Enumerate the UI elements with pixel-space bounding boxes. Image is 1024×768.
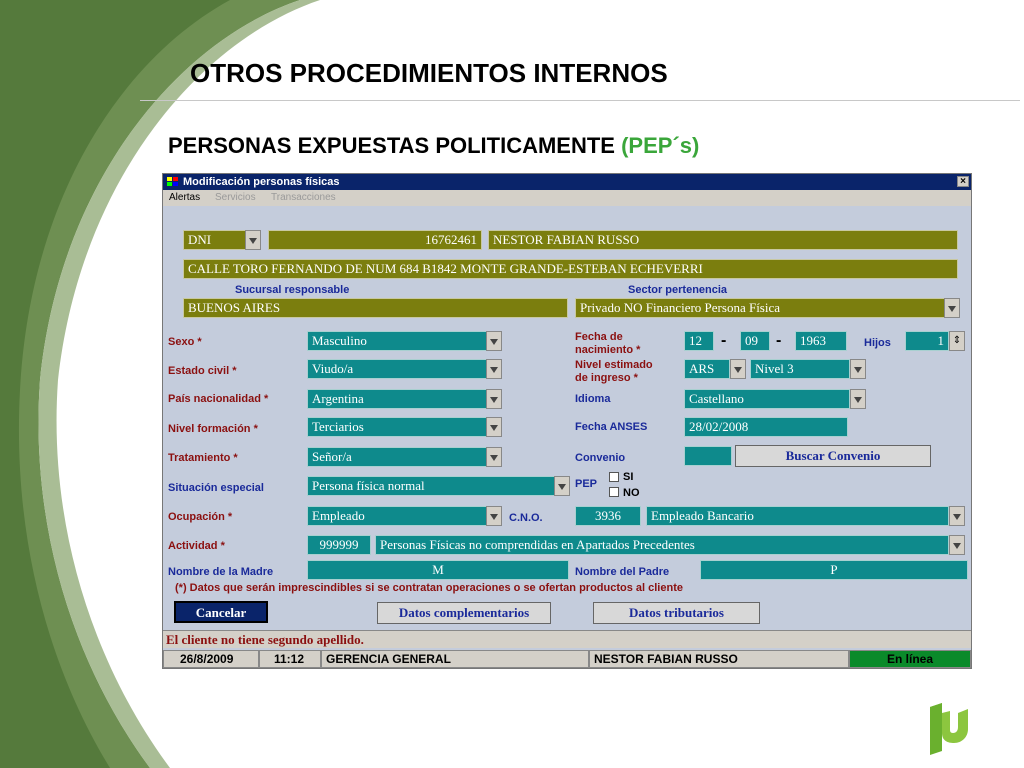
actividad-code-field[interactable]: 999999 (307, 535, 371, 555)
pep-label: PEP (575, 478, 598, 490)
situacion-label: Situación especial (168, 482, 264, 494)
actividad-label: Actividad * (168, 540, 225, 552)
menu-item-servicios[interactable]: Servicios (215, 192, 256, 203)
date-separator: - (776, 332, 782, 349)
chevron-down-icon[interactable] (850, 359, 866, 379)
status-bar (163, 650, 971, 668)
required-note: (*) Datos que serán imprescindibles si se contratan operaciones o se ofertan productos al cliente (175, 582, 683, 594)
ocupacion-select[interactable]: Empleado (307, 506, 487, 526)
cno-label: C.N.O. (509, 512, 543, 524)
fecha-nac-label-2: nacimiento * (575, 344, 641, 356)
sector-label: Sector pertenencia (628, 284, 728, 296)
subtitle-accent: (PEP´s) (621, 133, 700, 158)
idioma-label: Idioma (575, 393, 611, 405)
chevron-down-icon[interactable] (486, 506, 502, 526)
idioma-select[interactable]: Castellano (684, 389, 850, 409)
datos-complementarios-button[interactable]: Datos complementarios (377, 602, 551, 624)
branch-label: Sucursal responsable (235, 284, 350, 296)
doc-type-select[interactable]: DNI (183, 230, 247, 250)
chevron-down-icon[interactable] (949, 535, 965, 555)
chevron-down-icon[interactable] (949, 506, 965, 526)
nivel-formacion-label: Nivel formación * (168, 423, 258, 435)
fecha-nac-year[interactable]: 1963 (795, 331, 847, 351)
cno-description-select[interactable]: Empleado Bancario (646, 506, 949, 526)
anses-label: Fecha ANSES (575, 421, 648, 433)
fecha-nac-label-1: Fecha de (575, 331, 623, 343)
address-field[interactable]: CALLE TORO FERNANDO DE NUM 684 B1842 MONTE GRANDE-ESTEBAN ECHEVERRI (183, 259, 958, 279)
menu-item-transacciones[interactable]: Transacciones (271, 192, 336, 203)
chevron-down-icon[interactable] (486, 359, 502, 379)
chevron-down-icon[interactable] (486, 417, 502, 437)
madre-field[interactable]: M (307, 560, 569, 580)
chevron-down-icon[interactable] (730, 359, 746, 379)
menu-bar (163, 190, 971, 206)
convenio-field[interactable] (684, 446, 732, 466)
tratamiento-select[interactable]: Señor/a (307, 447, 487, 467)
full-name-field[interactable]: NESTOR FABIAN RUSSO (488, 230, 958, 250)
hijos-label: Hijos (864, 337, 891, 349)
tratamiento-label: Tratamiento * (168, 452, 238, 464)
chevron-down-icon[interactable] (486, 331, 502, 351)
hijos-stepper-icon[interactable]: ⇕ (949, 331, 965, 351)
ingreso-currency-select[interactable]: ARS (684, 359, 730, 379)
cancel-button[interactable]: Cancelar (174, 601, 268, 623)
datos-tributarios-button[interactable]: Datos tributarios (593, 602, 760, 624)
fecha-nac-month[interactable]: 09 (740, 331, 770, 351)
subtitle-main: PERSONAS EXPUESTAS POLITICAMENTE (168, 133, 615, 158)
ocupacion-label: Ocupación * (168, 511, 233, 523)
app-window (162, 173, 972, 669)
close-icon[interactable]: × (957, 176, 969, 187)
situacion-select[interactable]: Persona física normal (307, 476, 555, 496)
window-app-icon (167, 177, 179, 187)
status-date: 26/8/2009 (163, 650, 259, 668)
window-titlebar[interactable] (163, 174, 971, 190)
sector-select[interactable]: Privado NO Financiero Persona Física (575, 298, 945, 318)
ingreso-level-select[interactable]: Nivel 3 (750, 359, 850, 379)
slide-title: OTROS PROCEDIMIENTOS INTERNOS (190, 58, 668, 88)
menu-item-alertas[interactable]: Alertas (169, 192, 201, 203)
sexo-label: Sexo * (168, 336, 202, 348)
cno-code-field[interactable]: 3936 (575, 506, 641, 526)
branch-field[interactable]: BUENOS AIRES (183, 298, 568, 318)
status-online-badge: En línea (849, 650, 971, 668)
status-message: El cliente no tiene segundo apellido. (163, 630, 971, 648)
sexo-select[interactable]: Masculino (307, 331, 487, 351)
buscar-convenio-button[interactable]: Buscar Convenio (735, 445, 931, 467)
ingreso-label-1: Nivel estimado (575, 359, 653, 371)
estado-civil-label: Estado civil * (168, 365, 237, 377)
pep-si-checkbox[interactable] (609, 472, 619, 482)
pais-label: País nacionalidad * (168, 393, 269, 405)
hijos-field[interactable]: 1 (905, 331, 949, 351)
chevron-down-icon[interactable] (850, 389, 866, 409)
chevron-down-icon[interactable] (944, 298, 960, 318)
fecha-nac-day[interactable]: 12 (684, 331, 714, 351)
status-office: GERENCIA GENERAL (321, 650, 589, 668)
chevron-down-icon[interactable] (486, 389, 502, 409)
date-separator: - (721, 332, 727, 349)
pep-si-label: SI (623, 471, 634, 483)
pep-no-label: NO (623, 487, 640, 499)
convenio-label: Convenio (575, 452, 626, 464)
window-title: Modificación personas físicas (183, 176, 340, 188)
padre-label: Nombre del Padre (575, 566, 670, 578)
brand-logo-icon (928, 703, 972, 755)
estado-civil-select[interactable]: Viudo/a (307, 359, 487, 379)
ingreso-label-2: de ingreso * (575, 372, 638, 384)
padre-field[interactable]: P (700, 560, 968, 580)
doc-number-field[interactable]: 16762461 (268, 230, 482, 250)
madre-label: Nombre de la Madre (168, 566, 274, 578)
nivel-formacion-select[interactable]: Terciarios (307, 417, 487, 437)
anses-field[interactable]: 28/02/2008 (684, 417, 848, 437)
pep-no-checkbox[interactable] (609, 487, 619, 497)
chevron-down-icon[interactable] (245, 230, 261, 250)
status-user: NESTOR FABIAN RUSSO (589, 650, 849, 668)
title-divider (140, 100, 1020, 101)
chevron-down-icon[interactable] (554, 476, 570, 496)
actividad-select[interactable]: Personas Físicas no comprendidas en Apartados Precedentes (375, 535, 949, 555)
status-time: 11:12 (259, 650, 321, 668)
slide-subtitle (168, 133, 699, 159)
pais-select[interactable]: Argentina (307, 389, 487, 409)
chevron-down-icon[interactable] (486, 447, 502, 467)
